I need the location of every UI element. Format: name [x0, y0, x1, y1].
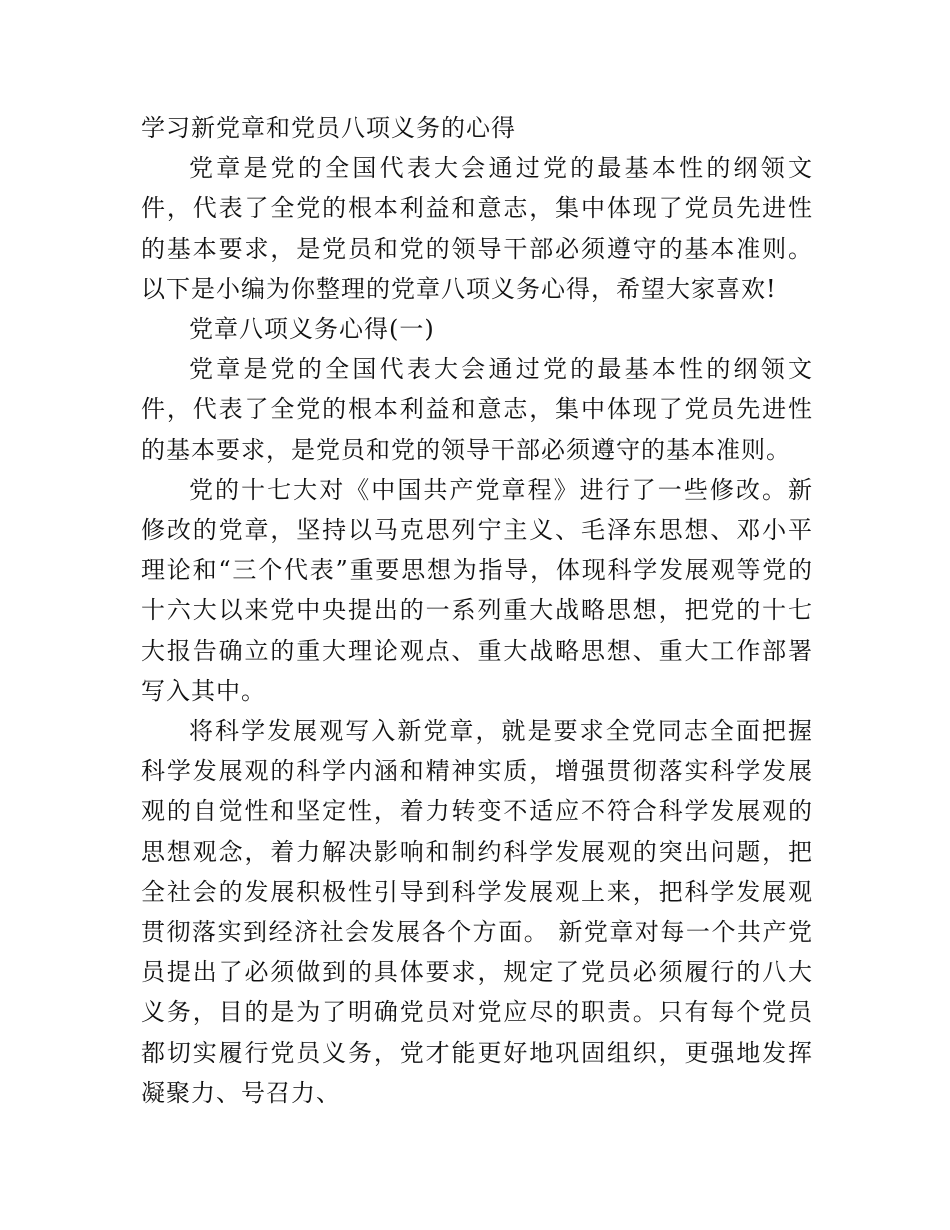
- paragraph: 将科学发展观写入新党章，就是要求全党同志全面把握科学发展观的科学内涵和精神实质，增强贯彻落实科学发展观的自觉性和坚定性，着力转变不适应不符合科学发展观的思想观念，着力解决影响和制约科学发展观的突出问题，把全社会的发展积极性引导到科学发展观上来，把科学发展观贯彻落实到经济社会发展各个方面。 新党章对每一个共产党员提出了必须做到的具体要求，规定了党员必须履行的八大义务，目的是为了明确党员对党应尽的职责。只有每个党员都切实履行党员义务，党才能更好地巩固组织，更强地发挥凝聚力、号召力、: [141, 717, 813, 1107]
- paragraph-intro: 党章是党的全国代表大会通过党的最基本性的纲领文件，代表了全党的根本利益和意志，集中体现了党员先进性的基本要求，是党员和党的领导干部必须遵守的基本准则。以下是小编为你整理的党章八项义务心得，希望大家喜欢!: [141, 154, 813, 303]
- paragraph: 党章是党的全国代表大会通过党的最基本性的纲领文件，代表了全党的根本利益和意志，集中体现了党员先进性的基本要求，是党员和党的领导干部必须遵守的基本准则。: [141, 355, 813, 464]
- paragraph: 党的十七大对《中国共产党章程》进行了一些修改。新修改的党章，坚持以马克思列宁主义、毛泽东思想、邓小平理论和“三个代表”重要思想为指导，体现科学发展观等党的十六大以来党中央提出的一系列重大战略思想，把党的十七大报告确立的重大理论观点、重大战略思想、重大工作部署写入其中。: [141, 475, 813, 705]
- document-body: [141, 108, 813, 1113]
- section-heading: 党章八项义务心得(一): [189, 315, 435, 344]
- document-title: 学习新党章和党员八项义务的心得: [141, 114, 516, 142]
